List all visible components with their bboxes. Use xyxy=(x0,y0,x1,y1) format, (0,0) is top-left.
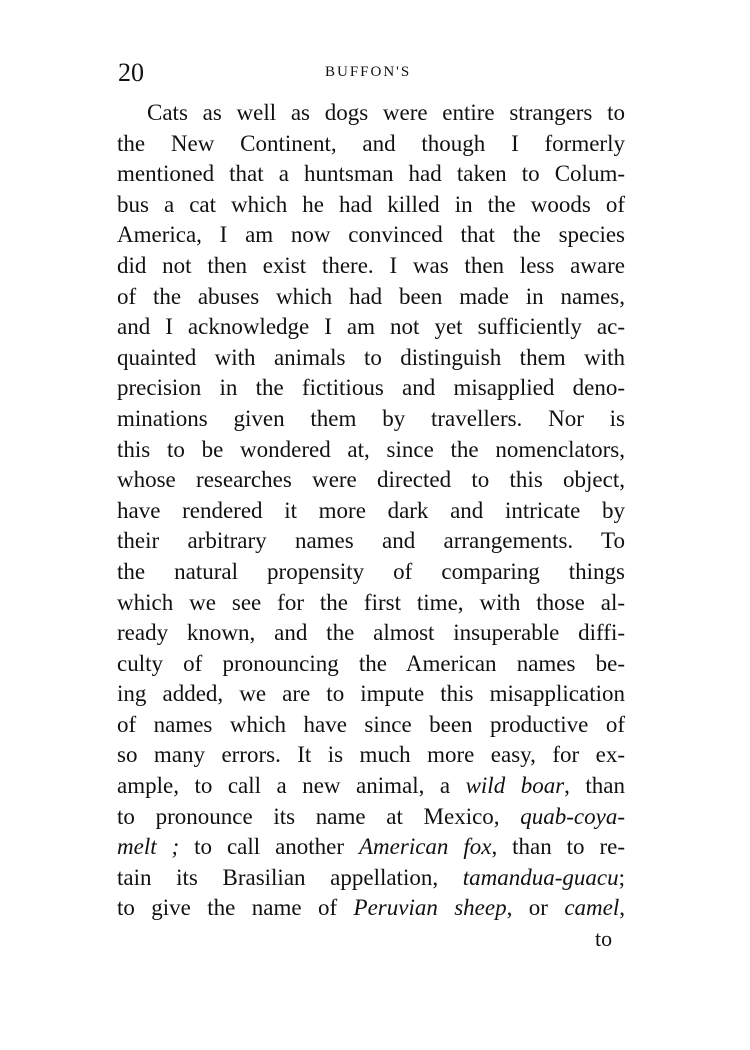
text-segment: to pronounce its name at Mexico, xyxy=(117,803,521,829)
text-line xyxy=(117,190,625,221)
text-segment: ample, to call a new animal, a xyxy=(117,773,466,799)
text-line xyxy=(117,863,625,894)
text-line xyxy=(117,220,625,251)
text-line xyxy=(117,496,625,527)
text-segment: whose researches were directed to this object, xyxy=(117,467,625,493)
text-segment: to give the name of xyxy=(117,895,354,921)
text-segment: and I acknowledge I am not yet sufficiently ac- xyxy=(117,314,625,340)
text-segment: tain its Brasilian appellation, xyxy=(117,864,463,890)
body-text xyxy=(117,98,625,924)
running-head: BUFFON'S xyxy=(325,64,412,80)
text-segment: Cats as well as dogs were entire strangers to xyxy=(147,100,625,125)
text-segment: mentioned that a huntsman had taken to Colum- xyxy=(117,161,625,187)
text-line xyxy=(117,679,625,710)
italic-text: tamandua-guacu xyxy=(462,864,619,890)
italic-text: American fox xyxy=(359,834,492,860)
text-segment: their arbitrary names and arrangements. To xyxy=(117,528,625,554)
text-line xyxy=(117,526,625,557)
text-line xyxy=(117,710,625,741)
text-line xyxy=(117,98,625,129)
text-line xyxy=(117,588,625,619)
text-segment: ing added, we are to impute this misapplication xyxy=(117,681,625,707)
italic-text: Peruvian sheep xyxy=(353,895,507,921)
text-segment: did not then exist there. I was then less aware xyxy=(117,252,625,278)
italic-text: wild boar xyxy=(465,773,565,799)
text-line xyxy=(117,771,625,802)
text-segment: minations given them by travellers. Nor is xyxy=(117,405,625,431)
text-line xyxy=(117,893,625,924)
text-segment: , or xyxy=(506,895,565,921)
text-segment: precision in the fictitious and misapplied deno- xyxy=(117,375,625,401)
text-line xyxy=(117,404,625,435)
italic-text: quab-coya- xyxy=(520,803,625,829)
text-line xyxy=(117,373,625,404)
text-segment: have rendered it more dark and intricate by xyxy=(117,497,625,523)
text-segment: the New Continent, and though I formerly xyxy=(117,130,625,156)
text-segment: America, I am now convinced that the species xyxy=(117,222,625,248)
text-line xyxy=(117,343,625,374)
text-segment: which we see for the first time, with those al- xyxy=(117,589,625,615)
text-line xyxy=(117,649,625,680)
text-line xyxy=(117,740,625,771)
page-number: 20 xyxy=(118,58,144,87)
text-segment: , xyxy=(619,895,625,921)
text-segment: of names which have since been productive of xyxy=(117,711,625,737)
text-segment: ready known, and the almost insuperable diffi- xyxy=(117,620,625,646)
text-segment: , than xyxy=(564,773,625,799)
text-line xyxy=(117,832,625,863)
text-segment: to call another xyxy=(179,834,359,860)
text-segment: of the abuses which had been made in names, xyxy=(117,283,625,309)
text-segment: ; xyxy=(618,864,625,890)
text-segment: so many errors. It is much more easy, for ex- xyxy=(117,742,625,768)
text-segment: culty of pronouncing the American names be- xyxy=(117,650,625,676)
text-line xyxy=(117,465,625,496)
text-line xyxy=(117,802,625,833)
text-line xyxy=(117,557,625,588)
text-line xyxy=(117,618,625,649)
text-segment: quainted with animals to distinguish them with xyxy=(117,344,625,370)
text-line xyxy=(117,159,625,190)
text-line xyxy=(117,282,625,313)
text-line xyxy=(117,312,625,343)
text-segment: this to be wondered at, since the nomenclators, xyxy=(117,436,625,462)
text-segment: bus a cat which he had killed in the woods of xyxy=(117,191,625,217)
italic-text: camel xyxy=(564,895,620,921)
italic-text: melt ; xyxy=(117,834,180,860)
catchword: to xyxy=(595,926,613,951)
text-line xyxy=(117,435,625,466)
text-segment: , than to re- xyxy=(491,834,626,860)
text-segment: the natural propensity of comparing things xyxy=(117,558,625,584)
text-line xyxy=(117,129,625,160)
text-line xyxy=(117,251,625,282)
